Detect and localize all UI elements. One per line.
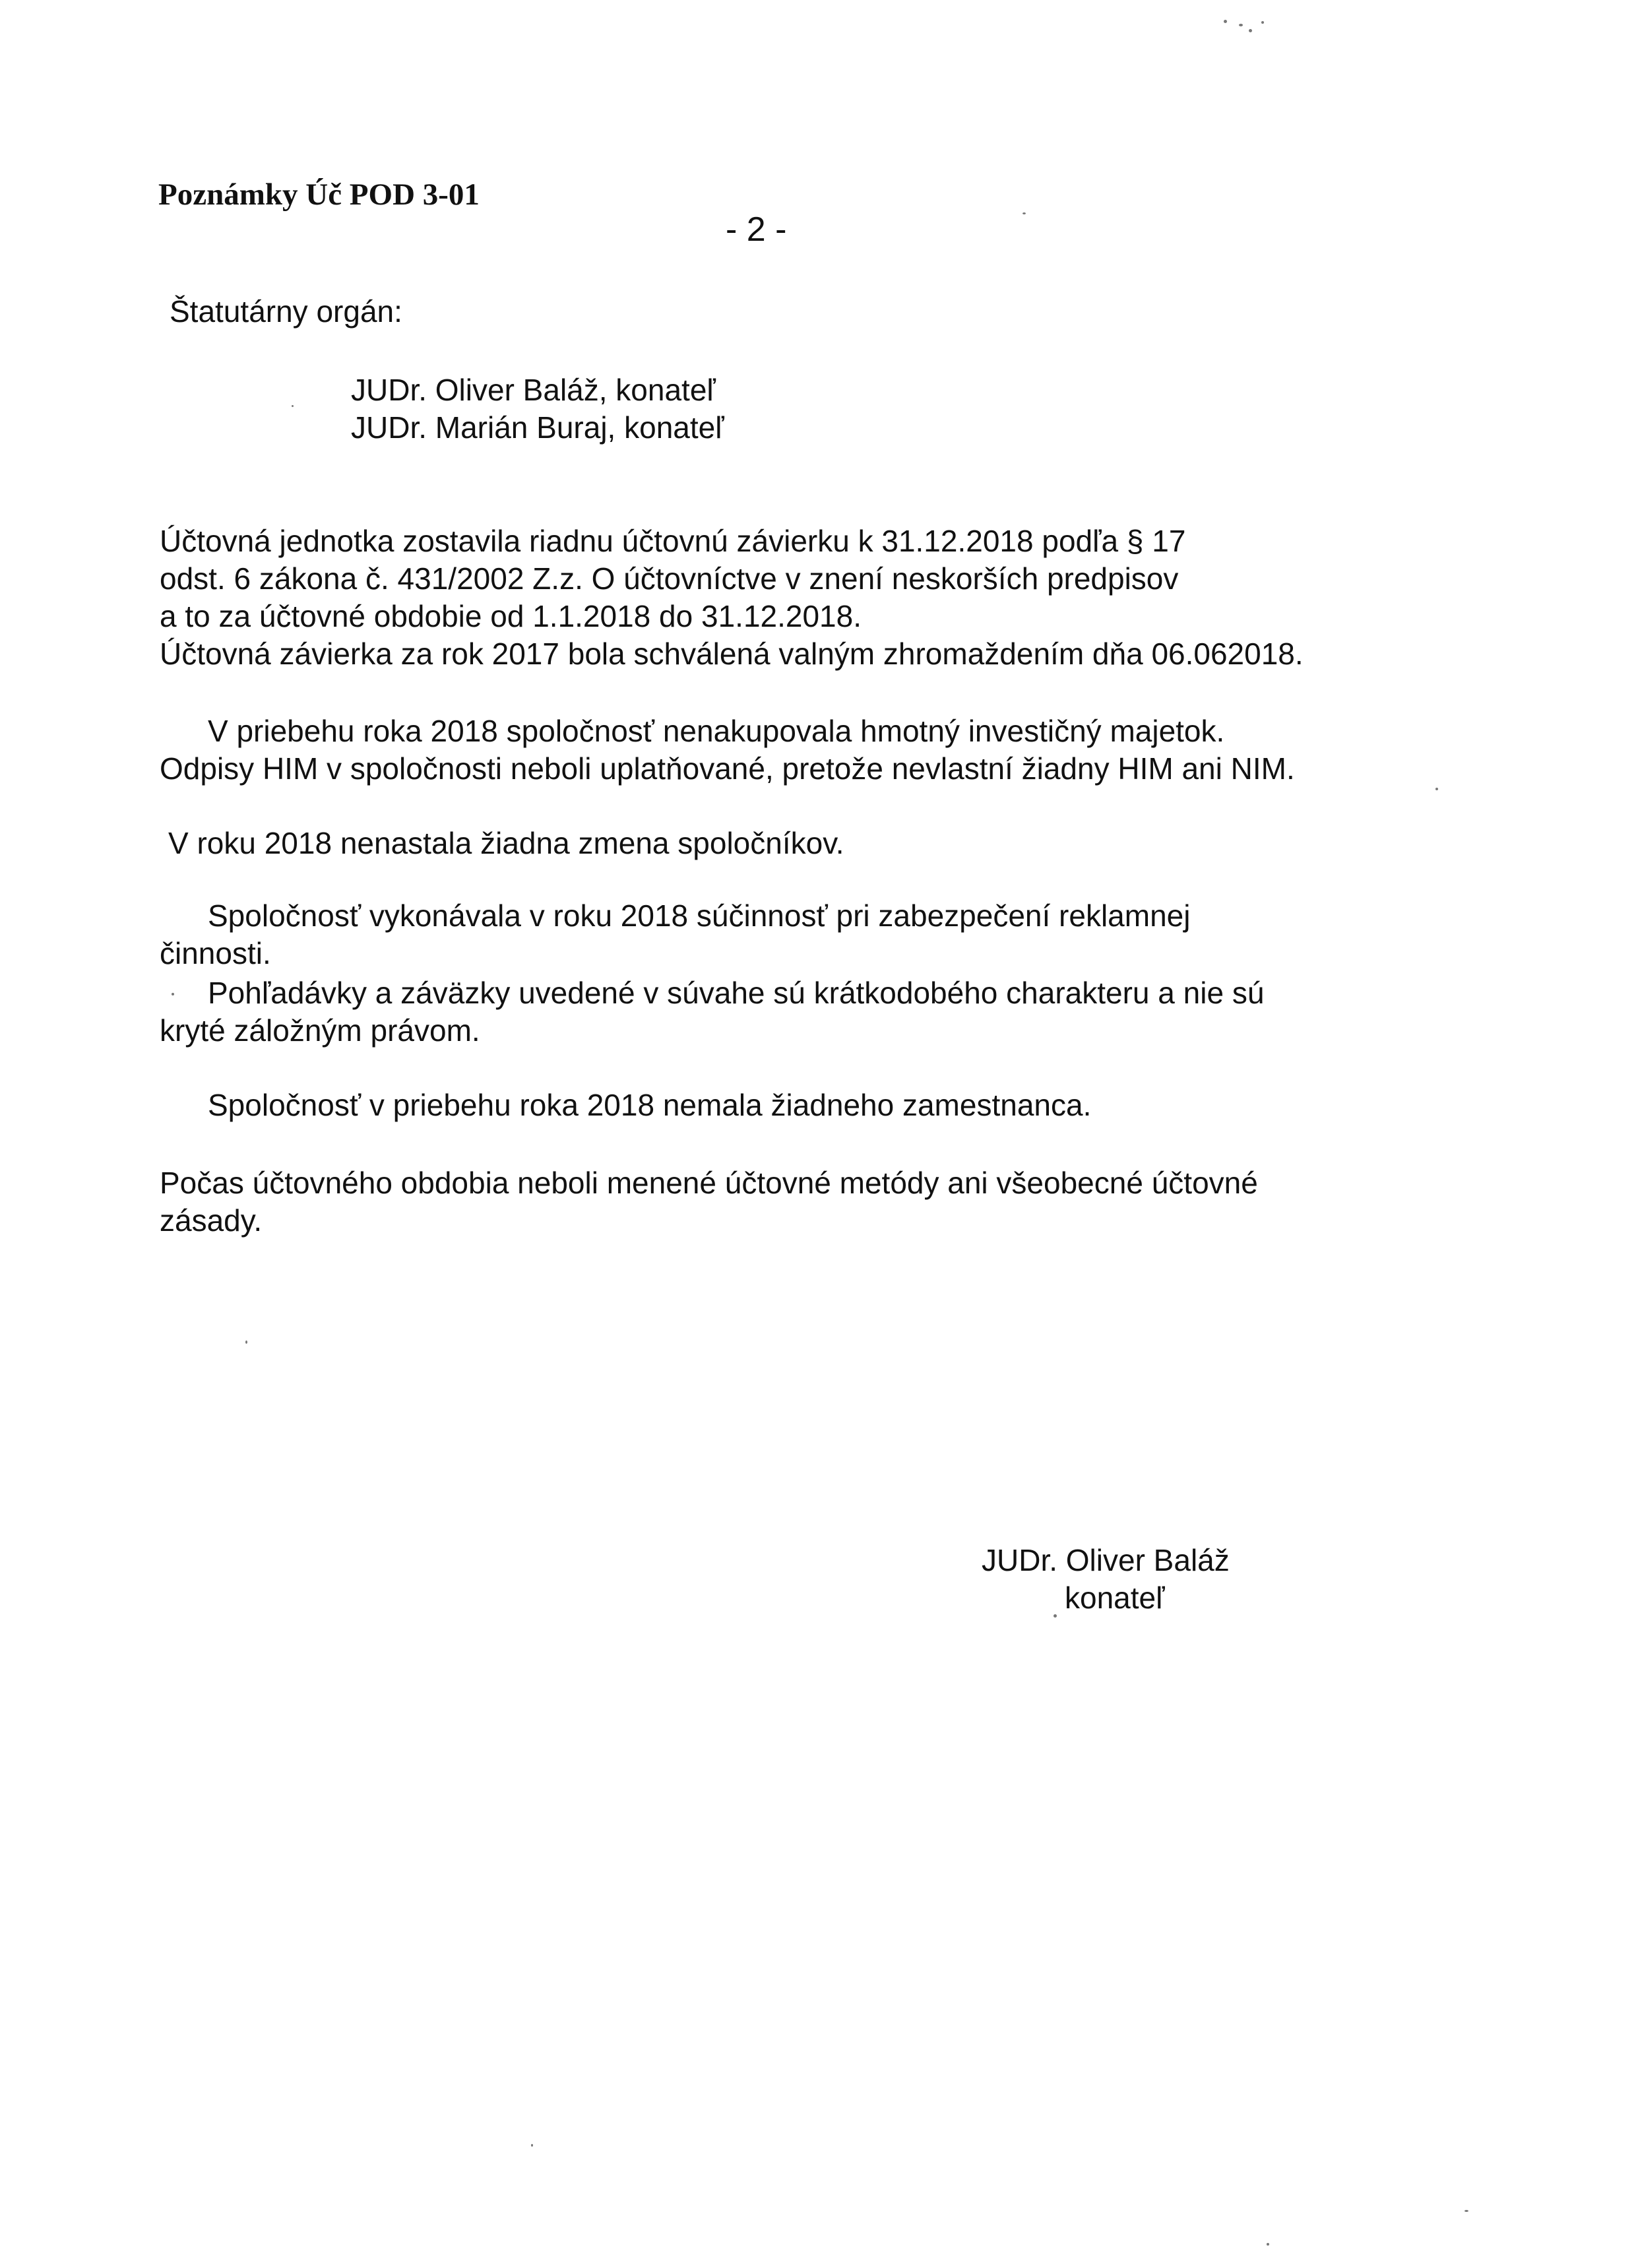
scan-speck [245, 1340, 247, 1344]
statutory-member: JUDr. Marián Buraj, konateľ [351, 410, 724, 445]
scan-speck [1267, 2243, 1269, 2246]
document-header-title: Poznámky Úč POD 3-01 [158, 177, 480, 212]
paragraph-activity [160, 897, 1190, 972]
statutory-body-label: Štatutárny orgán: [170, 294, 402, 329]
scan-speck [1054, 1614, 1057, 1618]
scan-speck [1249, 29, 1252, 32]
scan-speck [292, 405, 294, 407]
scan-speck [1261, 21, 1264, 24]
scan-speck [1239, 24, 1243, 26]
text-line: činnosti. [160, 936, 271, 970]
paragraph-partners: V roku 2018 nenastala žiadna zmena spoločníkov. [168, 826, 844, 860]
scan-speck [172, 993, 174, 995]
text-line: V priebehu roka 2018 spoločnosť nenakupovala hmotný investičný majetok. [208, 714, 1225, 748]
scan-speck [531, 2144, 533, 2147]
paragraph-financial-statements [160, 522, 1304, 673]
page-number: - 2 - [726, 210, 787, 249]
paragraph-receivables [160, 974, 1264, 1050]
text-line: kryté záložným právom. [160, 1013, 480, 1048]
paragraph-accounting-methods [160, 1164, 1258, 1240]
scan-speck [1435, 788, 1438, 790]
text-line: Počas účtovného obdobia neboli menené účtovné metódy ani všeobecné účtovné [160, 1166, 1258, 1200]
paragraph-employees: Spoločnosť v priebehu roka 2018 nemala žiadneho zamestnanca. [208, 1088, 1092, 1122]
text-line: odst. 6 zákona č. 431/2002 Z.z. O účtovníctve v znení neskorších predpisov [160, 561, 1179, 596]
text-line: Účtovná závierka za rok 2017 bola schválená valným zhromaždením dňa 06.062018. [160, 637, 1304, 671]
statutory-member: JUDr. Oliver Baláž, konateľ [351, 373, 716, 407]
text-line: Odpisy HIM v spoločnosti neboli uplatňované, pretože nevlastní žiadny HIM ani NIM. [160, 751, 1295, 786]
scan-speck [1224, 20, 1227, 23]
scan-speck [1022, 212, 1026, 214]
text-line: Spoločnosť vykonávala v roku 2018 súčinnosť pri zabezpečení reklamnej [208, 898, 1191, 933]
text-line: Účtovná jednotka zostavila riadnu účtovnú závierku k 31.12.2018 podľa § 17 [160, 524, 1186, 558]
text-line: zásady. [160, 1203, 263, 1238]
signature-role: konateľ [1065, 1581, 1165, 1615]
paragraph-assets [160, 712, 1295, 788]
signature-name: JUDr. Oliver Baláž [982, 1543, 1230, 1577]
text-line: Pohľadávky a záväzky uvedené v súvahe sú krátkodobého charakteru a nie sú [208, 976, 1265, 1010]
scan-speck [1464, 2210, 1468, 2212]
text-line: a to za účtovné obdobie od 1.1.2018 do 31.12.2018. [160, 599, 862, 633]
